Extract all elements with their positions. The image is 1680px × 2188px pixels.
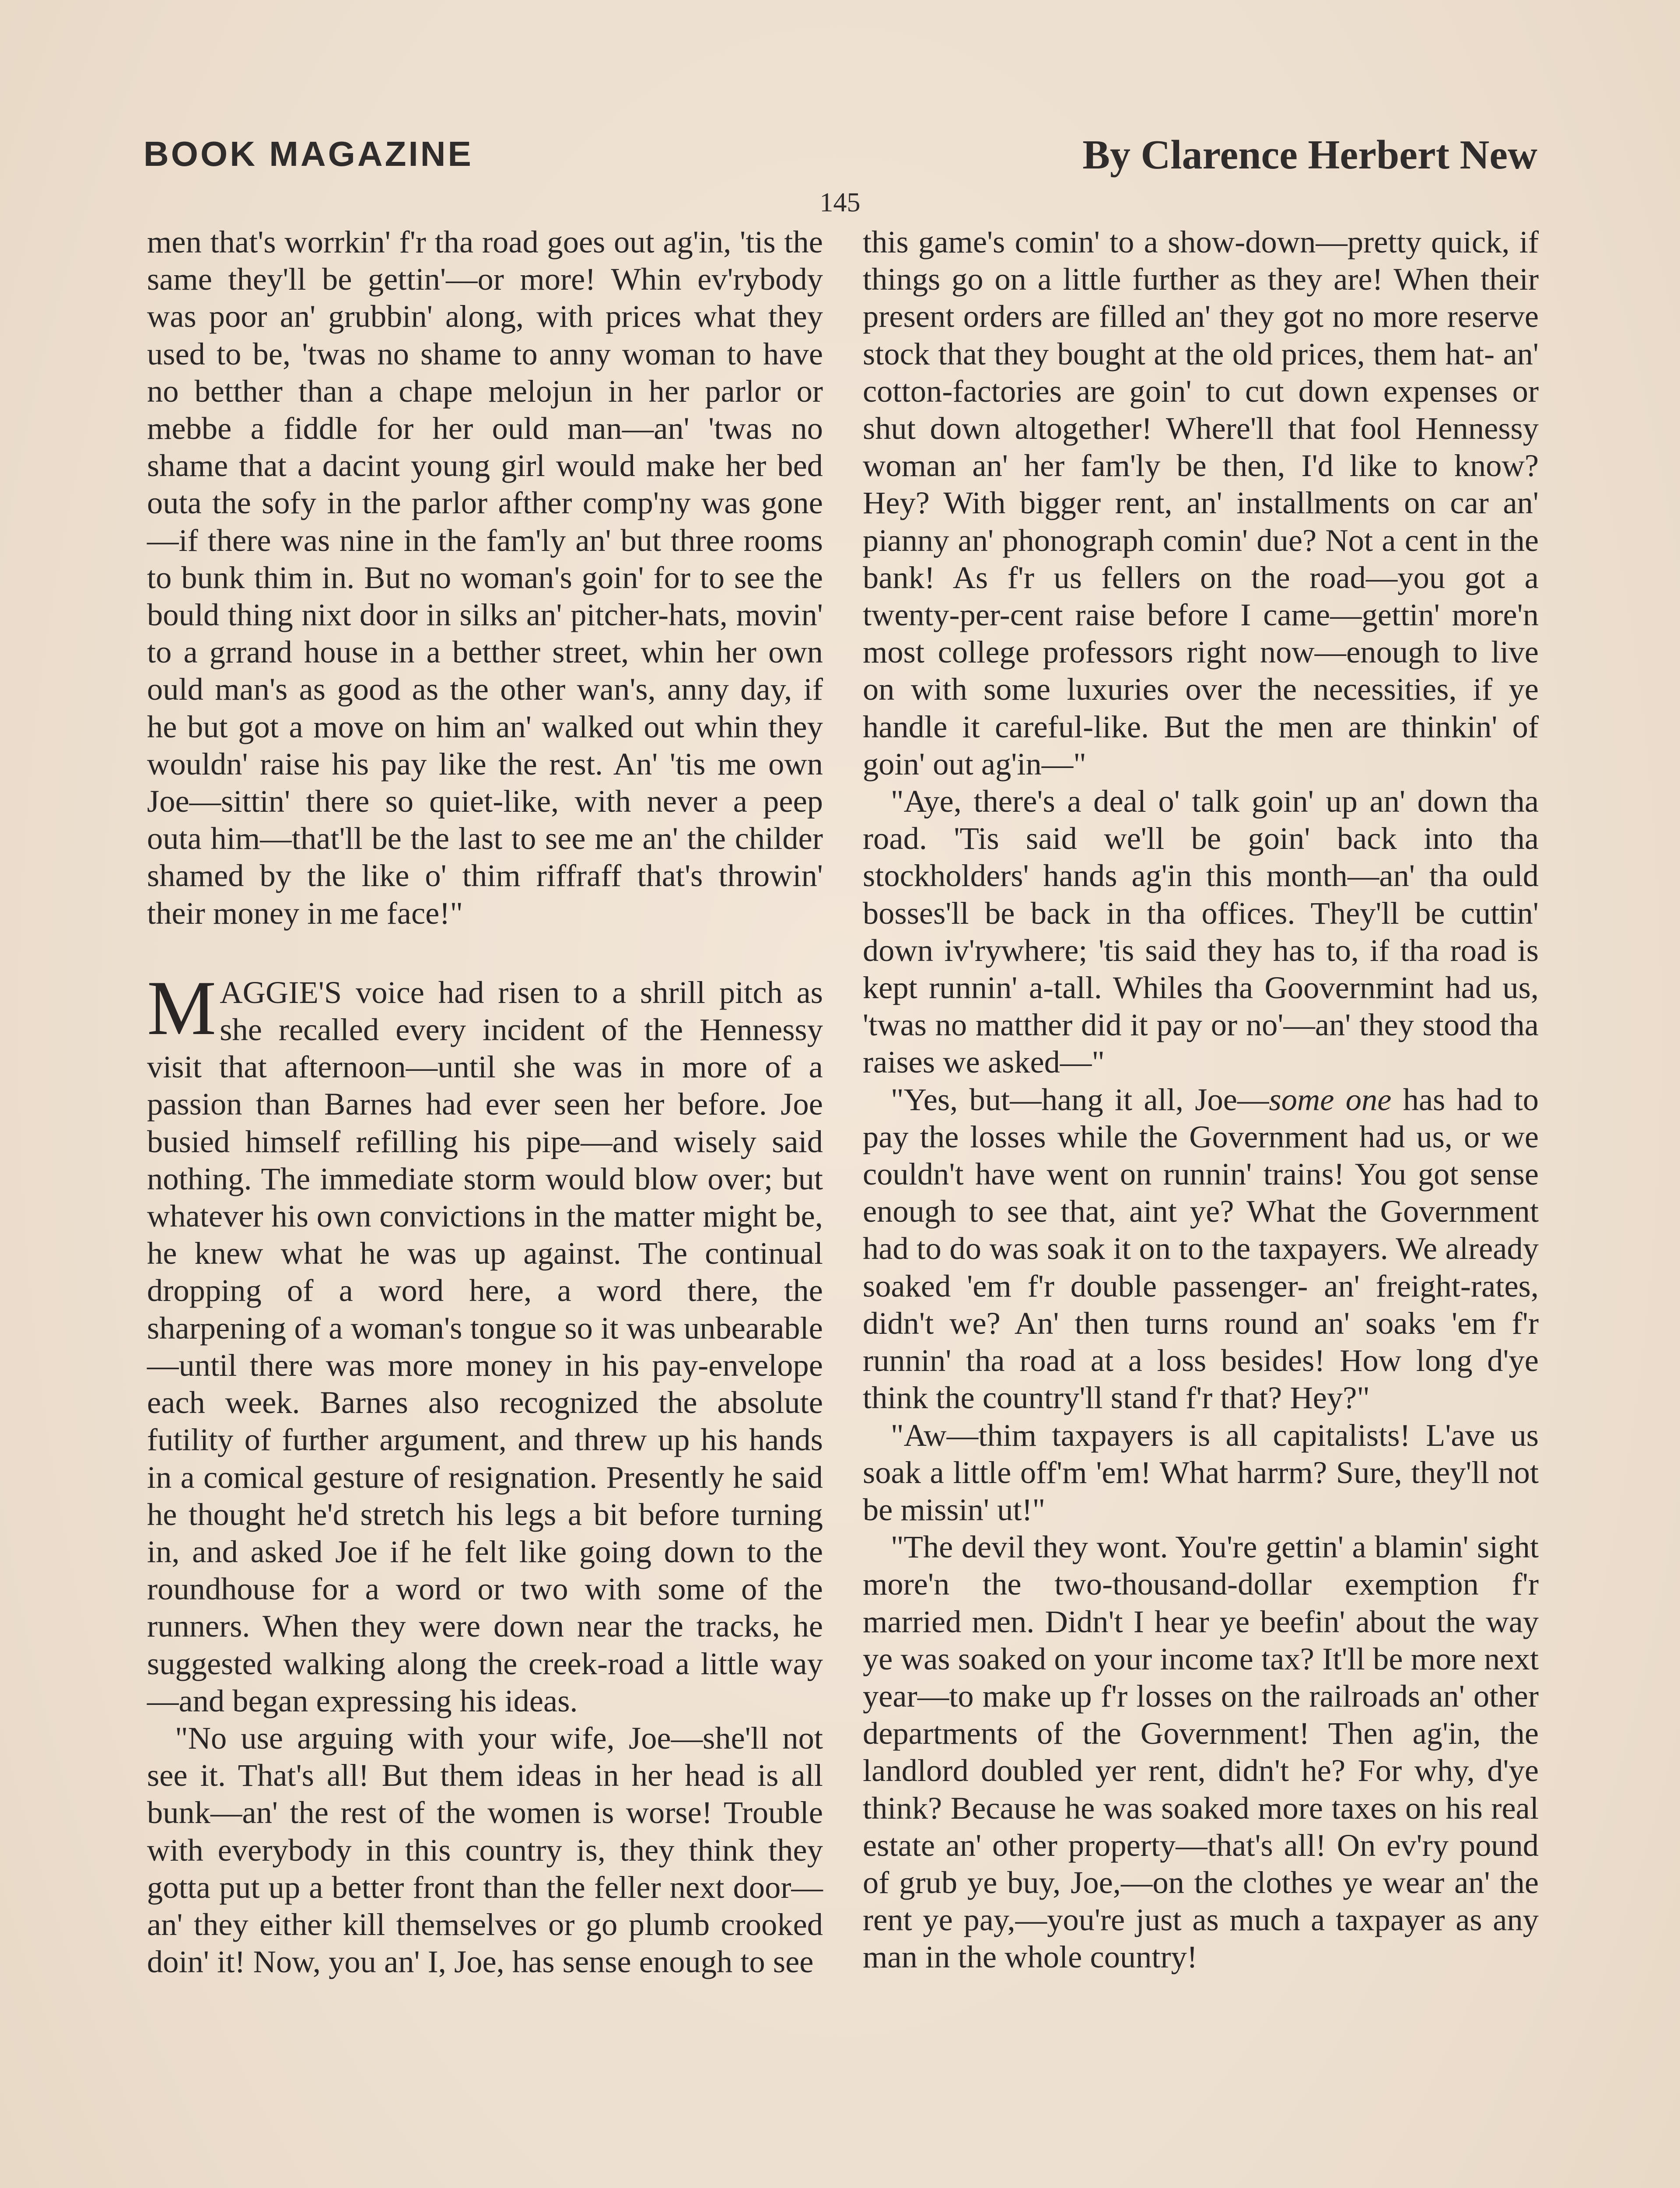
right-paragraph-3-italic: some one xyxy=(1269,1081,1392,1117)
left-paragraph-2: MAGGIE'S voice had risen to a shrill pitch as she recalled every incident of the Hennessy visit that afternoon—until she was in more of a passion than Barnes had ever seen her before. Joe busied himself refilling his pipe—and wisely said nothing. The immediate storm would blow over; but whatever his own convictions in the matter might be, he knew what he was up against. The continual dropping of a word here, a word there, the sharpening of a woman's tongue so it was unbearable—until there was more money in his pay-envelope each week. Barnes also recognized the absolute futility of further argument, and threw up his hands in a comical gesture of resignation. Presently he said he thought he'd stretch his legs a bit before turning in, and asked Joe if he felt like going down to the roundhouse for a word or two with some of the runners. When they were down near the tracks, he suggested walking along the creek-road a little way—and began expressing his ideas. xyxy=(147,964,823,1718)
running-head-magazine: BOOK MAGAZINE xyxy=(144,134,473,173)
left-column xyxy=(147,223,823,1980)
right-paragraph-2: "Aye, there's a deal o' talk goin' up an' down tha road. 'Tis said we'll be goin' back into tha stockholders' hands ag'in this month—an' tha ould bosses'll be back in tha offices. They'll be cuttin' down iv'rywhere; 'tis said they has to, if tha road is kept runnin' a-tall. Whiles tha Goovernmint had us, 'twas no matther did it pay or no'—an' they stood tha raises we asked—" xyxy=(863,783,1539,1080)
right-paragraph-3-end: has had to pay the losses while the Government had us, or we couldn't have went on runnin' trains! You got sense enough to see that, aint ye? What the Government had to do was soak it on to the taxpayers. We already soaked 'em f'r double passenger- an' freight-rates, didn't we? An' then turns round an' soaks 'em f'r runnin' tha road at a loss besides! How long d'ye think the country'll stand f'r that? Hey?" xyxy=(863,1081,1539,1416)
right-paragraph-5: "The devil they wont. You're gettin' a blamin' sight more'n the two-thousand-dollar exemption f'r married men. Didn't I hear ye beefin' about the way ye was soaked on your income tax? It'll be more next year—to make up f'r losses on the railroads an' other departments of the Government! Then ag'in, the landlord doubled yer rent, didn't he? For why, d'ye think? Because he was soaked more taxes on his real estate an' other property—that's all! On ev'ry pound of grub ye buy, Joe,—on the clothes ye wear an' the rent ye pay,—you're just as much a taxpayer as any man in the whole country! xyxy=(863,1529,1539,1975)
running-head-author: By Clarence Herbert New xyxy=(1082,132,1537,178)
page-number: 145 xyxy=(819,188,861,217)
left-paragraph-3: "No use arguing with your wife, Joe—she'll not see it. That's all! But them ideas in her head is all bunk—an' the rest of the women is worse! Trouble with everybody in this country is, they think they gotta put up a better front than the feller next door—an' they either kill themselves or go plumb crooked doin' it! Now, you an' I, Joe, has sense enough to see xyxy=(147,1720,823,1980)
right-paragraph-4: "Aw—thim taxpayers is all capitalists! L'ave us soak a little off'm 'em! What harrm? Sure, they'll not be missin' ut!" xyxy=(863,1417,1539,1527)
right-paragraph-3-start: "Yes, but—hang it all, Joe— xyxy=(891,1081,1269,1117)
right-paragraph-1: this game's comin' to a show-down—pretty quick, if things go on a little further as they are! When their present orders are filled an' they got no more reserve stock that they bought at the old prices, them hat- an' cotton-factories are goin' to cut down expenses or shut down altogether! Where'll that fool Hennessy woman an' her fam'ly be then, I'd like to know? Hey? With bigger rent, an' installments on car an' pianny an' phonograph comin' due? Not a cent in the bank! As f'r us fellers on the road—you got a twenty-per-cent raise before I came—gettin' more'n most college professors right now—enough to live on with some luxuries over the necessities, if ye handle it careful-like. But the men are thinkin' of goin' out ag'in—" xyxy=(863,224,1539,782)
right-column xyxy=(863,223,1539,1976)
left-paragraph-1: men that's worrkin' f'r tha road goes out ag'in, 'tis the same they'll be gettin'—or more! Whin ev'rybody was poor an' grubbin' along, with prices what they used to be, 'twas no shame to anny woman to have no betther than a chape melojun in her parlor or mebbe a fiddle for her ould man—an' 'twas no shame that a dacint young girl would make her bed outa the sofy in the parlor afther comp'ny was gone—if there was nine in the fam'ly an' but three rooms to bunk thim in. But no woman's goin' for to see the bould thing nixt door in silks an' pitcher-hats, movin' to a grrand house in a betther street, whin her own ould man's as good as the other wan's, anny day, if he but got a move on him an' walked out whin they wouldn' raise his pay like the rest. An' 'tis me own Joe—sittin' there so quiet-like, with never a peep outa him—that'll be the last to see me an' the childer shamed by the like o' thim riffraff that's throwin' their money in me face!" xyxy=(147,224,823,931)
right-paragraph-3 xyxy=(863,1081,1539,1417)
